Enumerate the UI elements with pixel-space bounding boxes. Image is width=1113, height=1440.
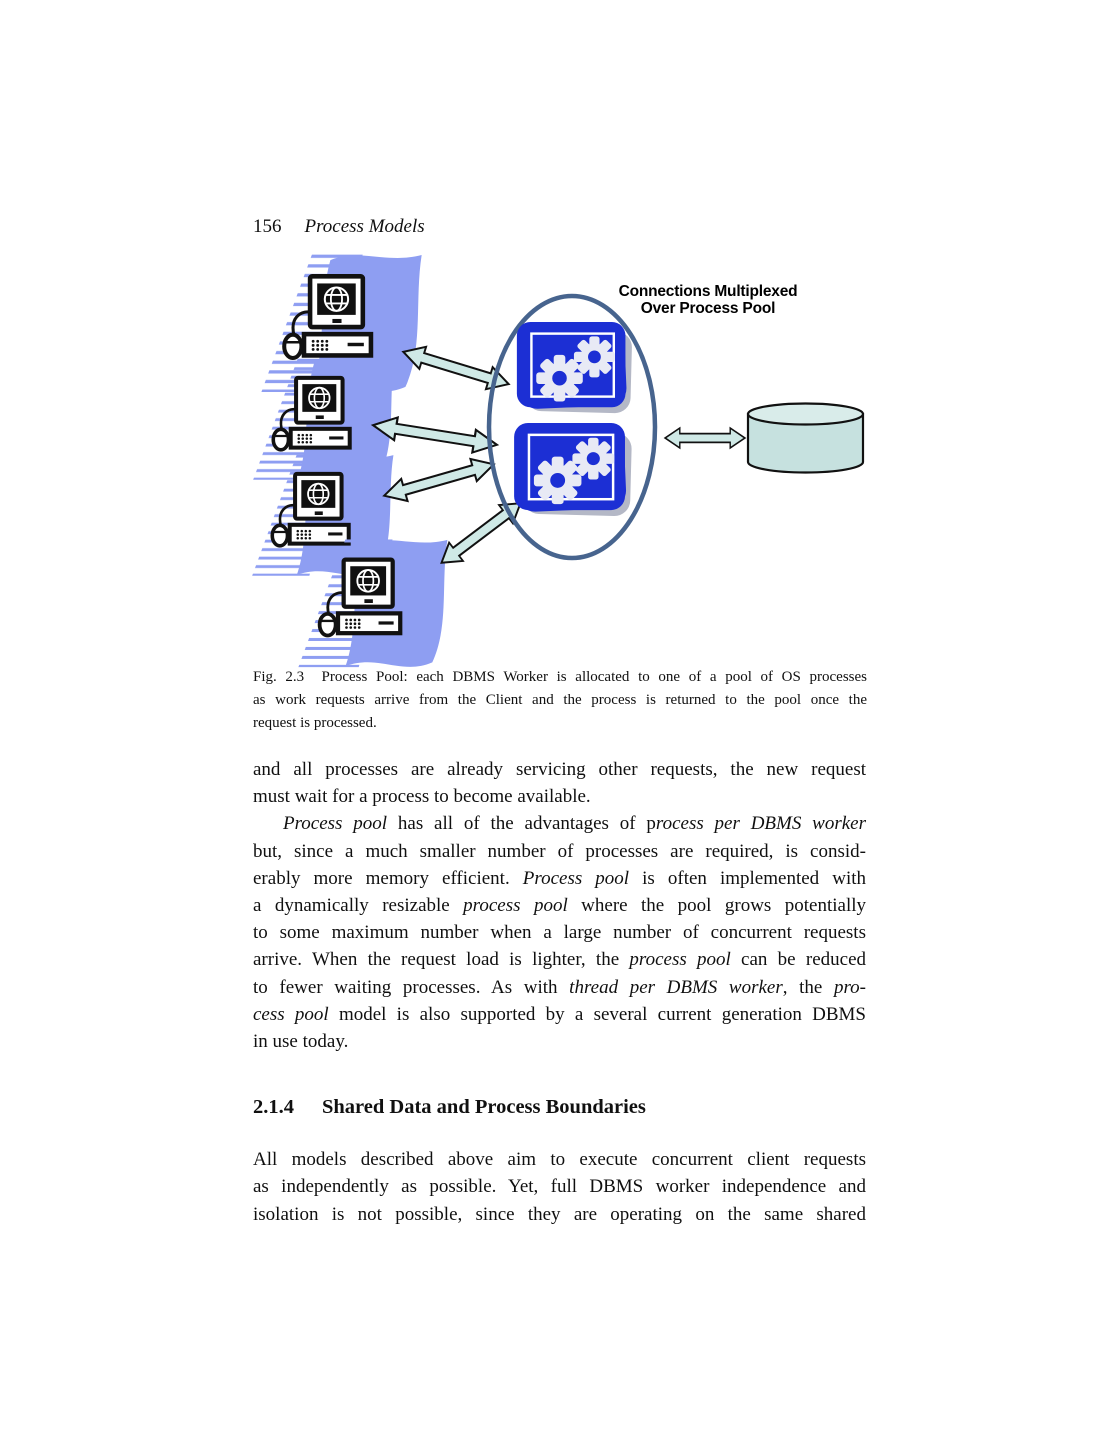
- page-number: 156: [253, 216, 282, 237]
- text-line: cess pool model is also supported by a several current generation DBMS: [253, 1003, 866, 1025]
- text-line: and all processes are already servicing other requests, the new request: [253, 759, 866, 780]
- text-line: but, since a much smaller number of processes are required, is consid-: [253, 840, 866, 862]
- text-line: to some maximum number when a large number of concurrent requests: [253, 922, 866, 944]
- database-cylinder-icon: [748, 404, 863, 473]
- figure-caption: [253, 666, 867, 735]
- text-line: in use today.: [253, 1031, 349, 1053]
- text-line: erably more memory efficient. Process pool is often implemented with: [253, 867, 867, 889]
- pool-label-line2: Over Process Pool: [640, 299, 776, 317]
- body-text: [253, 756, 866, 1228]
- running-header: [253, 216, 866, 238]
- text-line: must wait for a process to become available.: [253, 786, 591, 808]
- section-title: Shared Data and Process Boundaries: [322, 1096, 646, 1119]
- gear-process-icon-1: [517, 322, 632, 414]
- text-line: request is processed.: [253, 715, 377, 731]
- text-line: as work requests arrive from the Client and the process is returned to the pool once the: [253, 692, 867, 708]
- double-arrow-icon-2: [371, 414, 498, 456]
- text-line: Fig. 2.3 Process Pool: each DBMS Worker is allocated to one of a pool of OS processes: [253, 669, 867, 685]
- section-number: 2.1.4: [253, 1096, 294, 1119]
- section-heading: [253, 1094, 866, 1120]
- text-line: to fewer waiting processes. As with thread per DBMS worker, the pro-: [253, 976, 867, 998]
- double-arrow-icon-3: [381, 453, 497, 507]
- running-title: Process Models: [304, 216, 425, 237]
- double-arrow-icon-4: [435, 494, 528, 572]
- double-arrow-icon-db: [665, 428, 745, 448]
- text-line: arrive. When the request load is lighter, the process pool can be reduced: [253, 949, 866, 971]
- pool-label: [592, 284, 824, 317]
- text-line: isolation is not possible, since they are operating on the same shared: [253, 1203, 866, 1225]
- text-line: as independently as possible. Yet, full DBMS worker independence and: [253, 1176, 866, 1198]
- paragraph-2: [253, 810, 866, 1055]
- paragraph-1: [253, 756, 866, 810]
- gear-process-icon-2: [514, 423, 632, 517]
- text-line: All models described above aim to execute concurrent client requests: [253, 1149, 866, 1171]
- pool-label-line1: Connections Multiplexed: [618, 283, 798, 300]
- text-line: Process pool has all of the advantages of process per DBMS worker: [283, 813, 867, 835]
- text-line: a dynamically resizable process pool where the pool grows potentially: [253, 895, 867, 917]
- paragraph-3: [253, 1146, 866, 1228]
